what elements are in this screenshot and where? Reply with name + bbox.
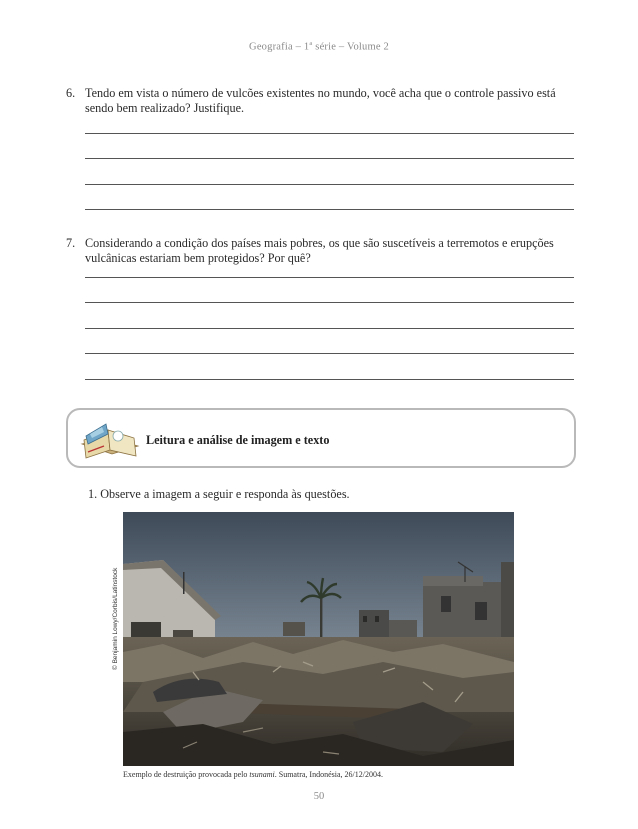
- answer-line[interactable]: [85, 353, 574, 354]
- caption-emphasis: tsunami: [249, 770, 275, 779]
- caption-suffix: . Sumatra, Indonésia, 26/12/2004.: [274, 770, 383, 779]
- question-6-text: Tendo em vista o número de vulcões existentes no mundo, você acha que o controle passivo está sendo bem realizado? Justifique.: [85, 86, 556, 115]
- tsunami-destruction-photo: [123, 512, 514, 766]
- question-6: [66, 86, 574, 116]
- answer-line[interactable]: [85, 184, 574, 185]
- page-number: 50: [313, 791, 325, 802]
- section-title: Leitura e análise de imagem e texto: [146, 433, 330, 447]
- answer-line[interactable]: [85, 328, 574, 329]
- answer-line[interactable]: [85, 379, 574, 380]
- header-prefix: Geografia – 1: [249, 41, 310, 53]
- answer-line[interactable]: [85, 209, 574, 210]
- sub-question-1: 1. Observe a imagem a seguir e responda às questões.: [88, 487, 350, 501]
- answer-line[interactable]: [85, 133, 574, 134]
- photo-credit-text: © Benjamin Lowy/Corbis/Latinstock: [112, 567, 119, 670]
- photo-credit: [110, 512, 124, 672]
- question-7-number: 7.: [66, 236, 76, 250]
- running-header: [0, 40, 638, 53]
- answer-line[interactable]: [85, 302, 574, 303]
- book-icon: [78, 414, 142, 464]
- header-superscript: a: [309, 40, 313, 47]
- caption-prefix: Exemplo de destruição provocada pelo: [123, 770, 250, 779]
- question-7-text: Considerando a condição dos países mais pobres, os que são suscetíveis a terremotos e erupções vulcânicas estariam bem protegidos? Por quê?: [85, 236, 554, 265]
- header-suffix: série – Volume 2: [312, 41, 389, 53]
- question-7: [66, 236, 574, 266]
- photo-caption: [123, 770, 383, 779]
- answer-line[interactable]: [85, 158, 574, 159]
- photo-illustration: [123, 512, 514, 766]
- answer-line[interactable]: [85, 277, 574, 278]
- question-6-number: 6.: [66, 86, 76, 100]
